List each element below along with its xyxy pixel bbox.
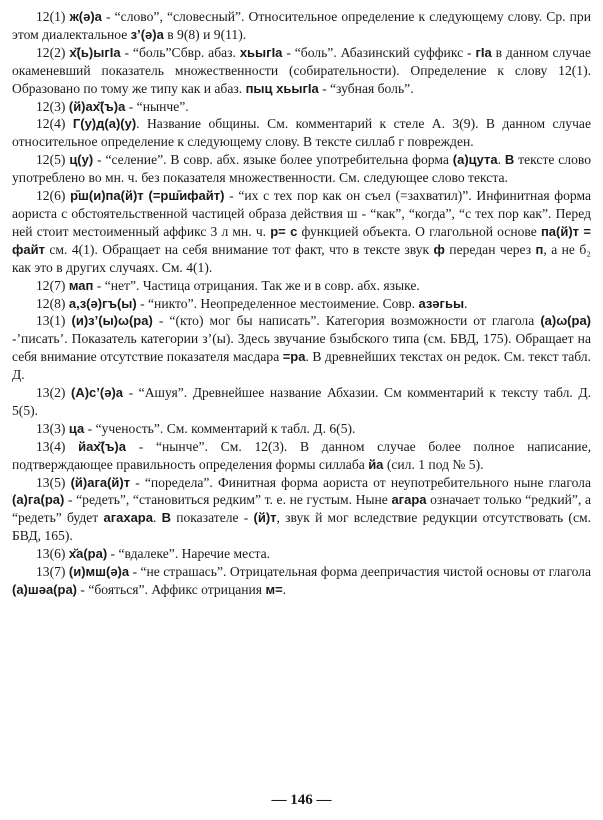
entry-number: 13(3) xyxy=(36,420,66,436)
term-bold: мап xyxy=(68,277,94,293)
entry-number: 12(6) xyxy=(36,188,66,204)
entry-text: . Название общины. См. комментарий к стеле А. 3(9). В данном случае относительное определение к следующему слову. В тексте силлаб г поврежден. xyxy=(12,116,591,150)
entry-text: - “поредела”. Финитная форма аориста от неупотребительного ныне глагола xyxy=(130,474,591,490)
entry-text: - “бояться”. Аффикс отрицания xyxy=(77,582,266,597)
entry-text: (сил. 1 под № 5). xyxy=(383,456,484,472)
commentary-entry xyxy=(12,563,591,599)
entry-number: 12(3) xyxy=(36,98,66,114)
entry-text: - “боль”Сбвр. абаз. xyxy=(120,44,240,60)
term-bold: ж(ә)а xyxy=(69,9,102,24)
commentary-entry xyxy=(12,151,591,187)
entry-text: означает только “редкий”, а “редеть” будет xyxy=(12,492,591,526)
entry-number: 12(7) xyxy=(36,277,66,293)
term-bold: м= xyxy=(265,582,283,597)
entry-text: в данном случае окаменевший показатель множественности (собирательности). Определение к слову 12(1). Образовано по тому же типу как и абаз. xyxy=(12,44,591,96)
commentary-entry xyxy=(12,98,591,116)
term-bold: В xyxy=(161,510,171,526)
term-bold: пыц хьыгІа xyxy=(245,80,319,96)
commentary-entry xyxy=(12,438,591,474)
entry-text: в 9(8) и 9(11). xyxy=(163,26,247,42)
entry-text: показателе - xyxy=(170,510,254,526)
entry-text: - “Ашуя”. Древнейшее название Абхазии. См комментарий к тексту табл. Д. 5(5). xyxy=(12,385,591,418)
commentary-entry xyxy=(12,545,591,563)
term-bold: п xyxy=(535,241,544,257)
entry-text: - “ученость”. См. комментарий к табл. Д. 6(5). xyxy=(84,420,356,436)
entry-text: - “нынче”. См. 12(3). В данном случае более полное написание, подтверждающее правильность определения формы силлаба xyxy=(12,438,592,472)
term-bold: йах̆(ъ)а xyxy=(78,438,126,454)
commentary-entries xyxy=(12,8,591,599)
entry-text: , а не б₂ как это в других случаях. См. 4(1). xyxy=(12,241,592,275)
entry-text: . xyxy=(464,295,468,311)
entry-text: . xyxy=(282,582,287,597)
entry-text: - “нет”. Частица отрицания. Так же и в совр. абх. языке. xyxy=(93,277,420,293)
commentary-entry xyxy=(12,384,591,420)
entry-text: - “селение”. В совр. абх. языке более употребительна форма xyxy=(93,152,453,168)
entry-number: 12(1) xyxy=(36,9,66,24)
commentary-entry xyxy=(12,277,591,295)
entry-text: - “зубная боль”. xyxy=(318,80,414,96)
term-bold: ц(у) xyxy=(69,152,94,168)
commentary-entry xyxy=(12,8,591,44)
entry-text: - “слово”, “словесный”. Относительное определение к следующему слову. Ср. при этом диалектальное xyxy=(12,9,591,42)
entry-text: . xyxy=(152,510,162,526)
term-bold: (А)с’(ә)а xyxy=(71,385,124,401)
term-bold: (и)мш(ә)а xyxy=(68,564,130,580)
entry-text: - “редеть”, “становиться редким” т. е. не густым. Ныне xyxy=(64,492,392,508)
term-bold: гІа xyxy=(475,44,492,60)
term-bold: х̆а(ра) xyxy=(68,546,108,562)
term-bold: (а)ω(ра) xyxy=(540,313,592,329)
entry-text: см. 4(1). Обращает на себя внимание тот факт, что в тексте звук xyxy=(44,241,434,257)
entry-text: . xyxy=(497,152,505,168)
entry-number: 13(5) xyxy=(36,474,66,490)
term-bold: агара xyxy=(391,492,427,508)
commentary-entry xyxy=(12,44,591,98)
page-number: — 146 — xyxy=(271,792,332,808)
entry-text: - “не страшась”. Отрицательная форма деепричастия чистой основы от глагола xyxy=(129,564,591,580)
term-bold: ца xyxy=(68,420,85,436)
entry-text: - “нынче”. xyxy=(125,98,189,114)
term-bold: агахара xyxy=(103,510,153,526)
entry-text: тексте слово употреблено во мн. ч. без показателя множественности. См. следующее слово текста. xyxy=(12,152,592,186)
term-bold: р= с xyxy=(270,223,298,239)
term-bold: (а)шәа(ра) xyxy=(12,582,78,597)
term-bold: (и)з’(ы)ω(ра) xyxy=(71,313,153,329)
term-bold: йа xyxy=(368,456,384,472)
entry-text: . В древнейших текстах он редок. См. текст табл. Д. xyxy=(12,349,591,383)
entry-text: - “вдалеке”. Наречие места. xyxy=(107,546,271,562)
commentary-entry xyxy=(12,187,591,277)
term-bold: хьыгІа xyxy=(239,44,283,60)
term-bold: ф xyxy=(433,241,445,257)
entry-number: 12(8) xyxy=(36,295,66,311)
term-bold: Г(у)д(а)(у) xyxy=(72,116,137,132)
term-bold: В xyxy=(504,152,515,168)
entry-text: - “их с тех пор как он съел (=захватил)”. Инфинитная форма аориста с обстоятельственной частицей образа действия ш - “как”, “когда”, “с тех пор как”. Перед ней стоит местоименный аффикс 3 л мн. ч. xyxy=(12,188,591,239)
entry-text: - “(кто) мог бы написать”. Категория возможности от глагола xyxy=(152,313,541,329)
entry-number: 13(7) xyxy=(36,564,66,580)
entry-text: -’писать’. Показатель категории з’(ы). Здесь звучание бзыбского типа (см. БВД, 175). Обращает на себя внимание отсутствие показателя масдара xyxy=(12,331,591,365)
entry-text: передан через xyxy=(444,241,536,257)
entry-text: - “боль”. Абазинский суффикс - xyxy=(282,44,476,60)
entry-text: - “никто”. Неопределенное местоимение. Совр. xyxy=(136,295,419,311)
term-bold: (а)цута xyxy=(452,152,498,168)
entry-text: функцией объекта. О глагольной основе xyxy=(297,223,541,239)
entry-number: 12(5) xyxy=(36,152,66,168)
term-bold: а,з(ә)гъ(ы) xyxy=(68,295,137,311)
term-bold: (й)т xyxy=(253,510,277,526)
term-bold: азәгьы xyxy=(418,295,465,311)
entry-number: 13(1) xyxy=(36,313,66,329)
commentary-entry xyxy=(12,295,591,313)
entry-number: 12(4) xyxy=(36,116,66,132)
entry-text: , звук й мог вследствие редукции отсутствовать (см. БВД, 165). xyxy=(12,510,591,544)
term-bold: па(й)т = файт xyxy=(12,223,591,257)
entry-number: 13(4) xyxy=(36,438,66,454)
commentary-entry xyxy=(12,312,591,384)
commentary-entry xyxy=(12,474,591,546)
entry-number: 13(2) xyxy=(36,385,66,401)
entry-number: 13(6) xyxy=(36,546,66,562)
term-bold: (й)ага(й)т xyxy=(70,474,131,490)
term-bold: (й)ах̆(ъ)а xyxy=(68,98,126,114)
entry-number: 12(2) xyxy=(36,44,66,60)
term-bold: р̄ш(и)па(й)т (=рш̄ифайт) xyxy=(70,188,225,204)
commentary-entry xyxy=(12,420,591,438)
term-bold: (а)га(ра) xyxy=(12,492,65,508)
term-bold: х̆(ь)ыгІа xyxy=(69,44,121,60)
term-bold: з’(ә)а xyxy=(130,26,164,42)
commentary-entry xyxy=(12,115,591,151)
term-bold: =ра xyxy=(282,349,306,365)
